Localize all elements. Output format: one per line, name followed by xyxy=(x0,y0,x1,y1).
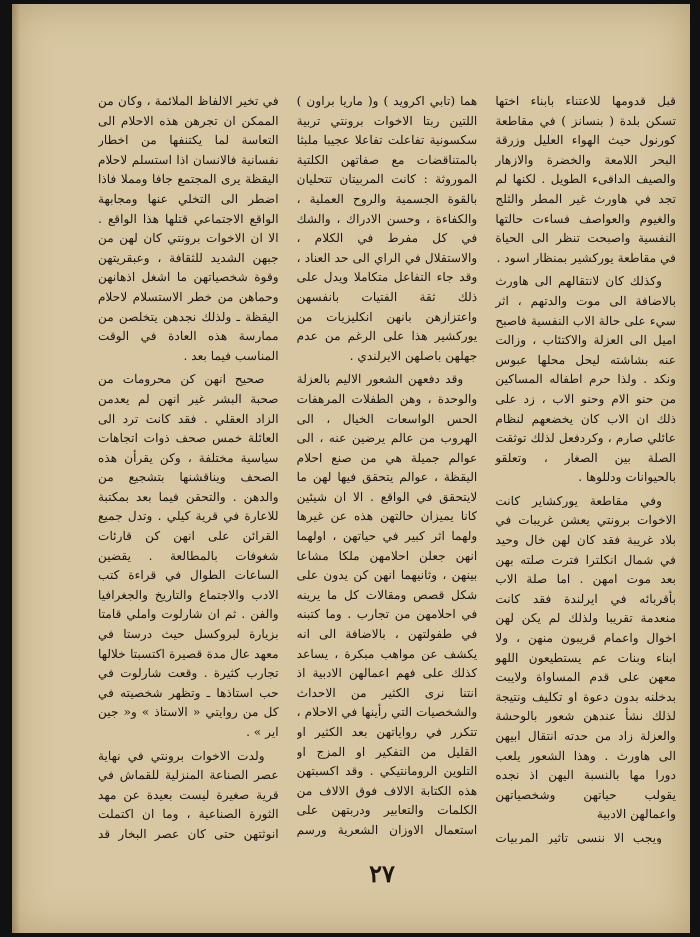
paragraph: قبل قدومها للاعتناء بابناء اختها تسكن بلدة ( بنسانز ) في مقاطعة كورنول حيث الهواء العليل وزرقة البحر اللامعة والخضرة والازهار والصيف الدافىء الطويل . لكنها لم تجد في هاورث غير المطر والثلج والغيوم والعواصف فساءت حالتها النفسية واصبحت تنظر الى الحياة في مقاطعة يوركشير بمنظار اسود . xyxy=(495,94,676,265)
text-columns xyxy=(98,92,676,844)
paragraph: وكذلك كان لانتقالهم الى هاورث بالاضافة الى موت والدتهم ، اثر سيء على حالة الاب النفسية فاصبح اميل الى العزلة والاكتئاب ، وزالت عنه بشاشته ليحل محلها عبوس ونكد . ولذا حرم اطفاله المساكين من حنو الام وحنو الاب ، زد على ذلك ان الاب كان يخضعهم لنظام عائلي صارم ، وكردفعل لذلك توثقت الصلة بين الصغار ، وتعلقو بالحيوانات ودللوها . xyxy=(495,274,676,485)
column-right xyxy=(495,92,676,844)
paragraph: ويجب الا ننسى تاثير المربيات xyxy=(495,830,662,844)
paragraph: هما (تابي اكرويد ) و( ماريا براون ) اللتين ربتا الاخوات برونتي تربية سكسونية تفاعلت تفاعلا عجيبا ملبثا بالمتناقضات مع صفاتهن الكلتية الموروثة : كانت المربيتان تتحليان بالقوة الجسمية والروح العملية ، والكفاءة ، وحسن الادراك ، والشك في كل مفرط في الكلام ، والاستقلال في الراي الى حد العناد ، وقد جاء التفاعل متكاملا ويدل على ذلك ثقة الفتيات بانفسهن واعتزازهن بانهن انكليزيات من يوركشير هذا على الرغم من عدم جهلهن باصلهن الايرلندي . xyxy=(296,94,478,363)
page-number: ٢٧ xyxy=(369,859,395,888)
paragraph: وفي مقاطعة يوركشاير كانت الاخوات برونتي يعشن غريبات في بلاد غريبة فقد كان لهن خال وحيد في شمال انكلترا فترت صلته بهن بعد موت امهن . اما صلة الاب بأقربائه في ايرلندة فقد كانت منعدمة تقريبا ولذلك لم يكن لهن اخوال واعمام قريبون منهن ، ولا ابناء وبنات عم يستطيعون اللهو معهن على قدم المساواة ولايبت بدخلنه بدون دعوة او تكليف ونتيجة لذلك نشأ عندهن شعور بالوحشة والعزلة زاد من حدته انتقال ابيهن الى هاورث . وهذا الشعور يلعب دورا مها بالنسبة اليهن اذ نجده يقولب حياتهن وشخصياتهن واعمالهن الادبية xyxy=(495,493,676,822)
column-left xyxy=(98,92,279,844)
paragraph: وقد دفعهن الشعور الاليم بالعزلة والوحدة ، وهن الطفلات المرهفات الحس الواسعات الخيال ، الى الهروب من عالم يرضين عنه ، الى عوالم جميلة هي من صنع احلام اليقظة ، عوالم يتحقق فيها لهن ما لايتحقق في الواقع . الا ان شيئين كانا يميزان حالتهن هذه عن غيرها ولهما اثر كبير في حياتهن ، اولهما انهن جعلن احلامهن ملكا مشاعا بينهن ، وثانيهما انهن كن يدون على شكل قصص ومقالات كل ما يرينه في احلامهن من تجارب . وما كتبنه في طفولتهن ، بالاضافة الى انه يكشف عن مواهب مبكرة ، يساعد كذلك على فهم اعمالهن الادبية اذ انتنا نرى الكثير من الاحداث والشخصيات التي رأينها في الاحلام ، تتكرر في رواياتهن بعد الكثير او القليل من التفكير او المزج او التلوين الرومانتيكي . وقد اكسبتهن هذه الكتابة الالاف فوق الالاف من الكلمات والتعابير ودربتهن على استعمال الاوزان الشعرية ورسم xyxy=(296,372,478,837)
paragraph: في تخير الالفاظ الملائمة ، وكان من الممكن ان تجرهن هذه الاحلام الى التعاسة لما يكتنفها من اخطار نفسانية فالانسان اذا استسلم لاحلام اليقظة يرى المجتمع جافا ومملا فاذا اضطر الى التخلي عنها ومجابهة الواقع الاجتماعي قتلها هذا الواقع . الا ان الاخوات برونتي كان لهن من جبهن الشديد للثقافة ، وعبقريتهن وقوة شخصياتهن ما اشغل اذهانهن وحماهن من خطر الاستسلام لاحلام اليقظة ـ ولذلك نجدهن يتخلصن من ممارسة هذه العادة في الوقت المناسب فيما بعد . xyxy=(97,94,279,363)
paragraph: ولدت الاخوات برونتي في نهاية عصر الصناعة المنزلية للقماش في قرية صغيرة ليست بعيدة عن مهد الثورة الصناعية ، وما ان اكتملت انوثتهن حتى كان عصر البخار قد xyxy=(97,748,279,841)
paragraph: صحيح انهن كن محرومات من صحبة البشر غير انهن لم يعدمن الزاد العقلي . فقد كانت ترد الى العائلة خمس صحف ذوات اتجاهات سياسية مختلفة ، وكن يقرأن هذه الصحف ويناقشنها بتشجيع من والدهن . والتحقن فيما بعد بمكتبة للاعارة في قرية كيلي . وتدل جميع القرائن على انهن كن قارئات شغوفات بالمطالعة . يقضين الساعات الطوال في قراءة كتب الادب والاجتماع والتاريخ والجغرافيا والفن . ثم ان شارلوت واملي قامتا بزيارة لبروكسل حيث درستا في معهد عال مدة قصيرة اكتسبتا خلالها تجارب كثيرة . وقعت شارلوت في حب استاذها ـ وتظهر شخصيته في كل من روايتي « الاستاذ » و« جين اير » . xyxy=(97,372,279,739)
page-sheet xyxy=(12,4,690,933)
column-middle xyxy=(297,92,478,844)
